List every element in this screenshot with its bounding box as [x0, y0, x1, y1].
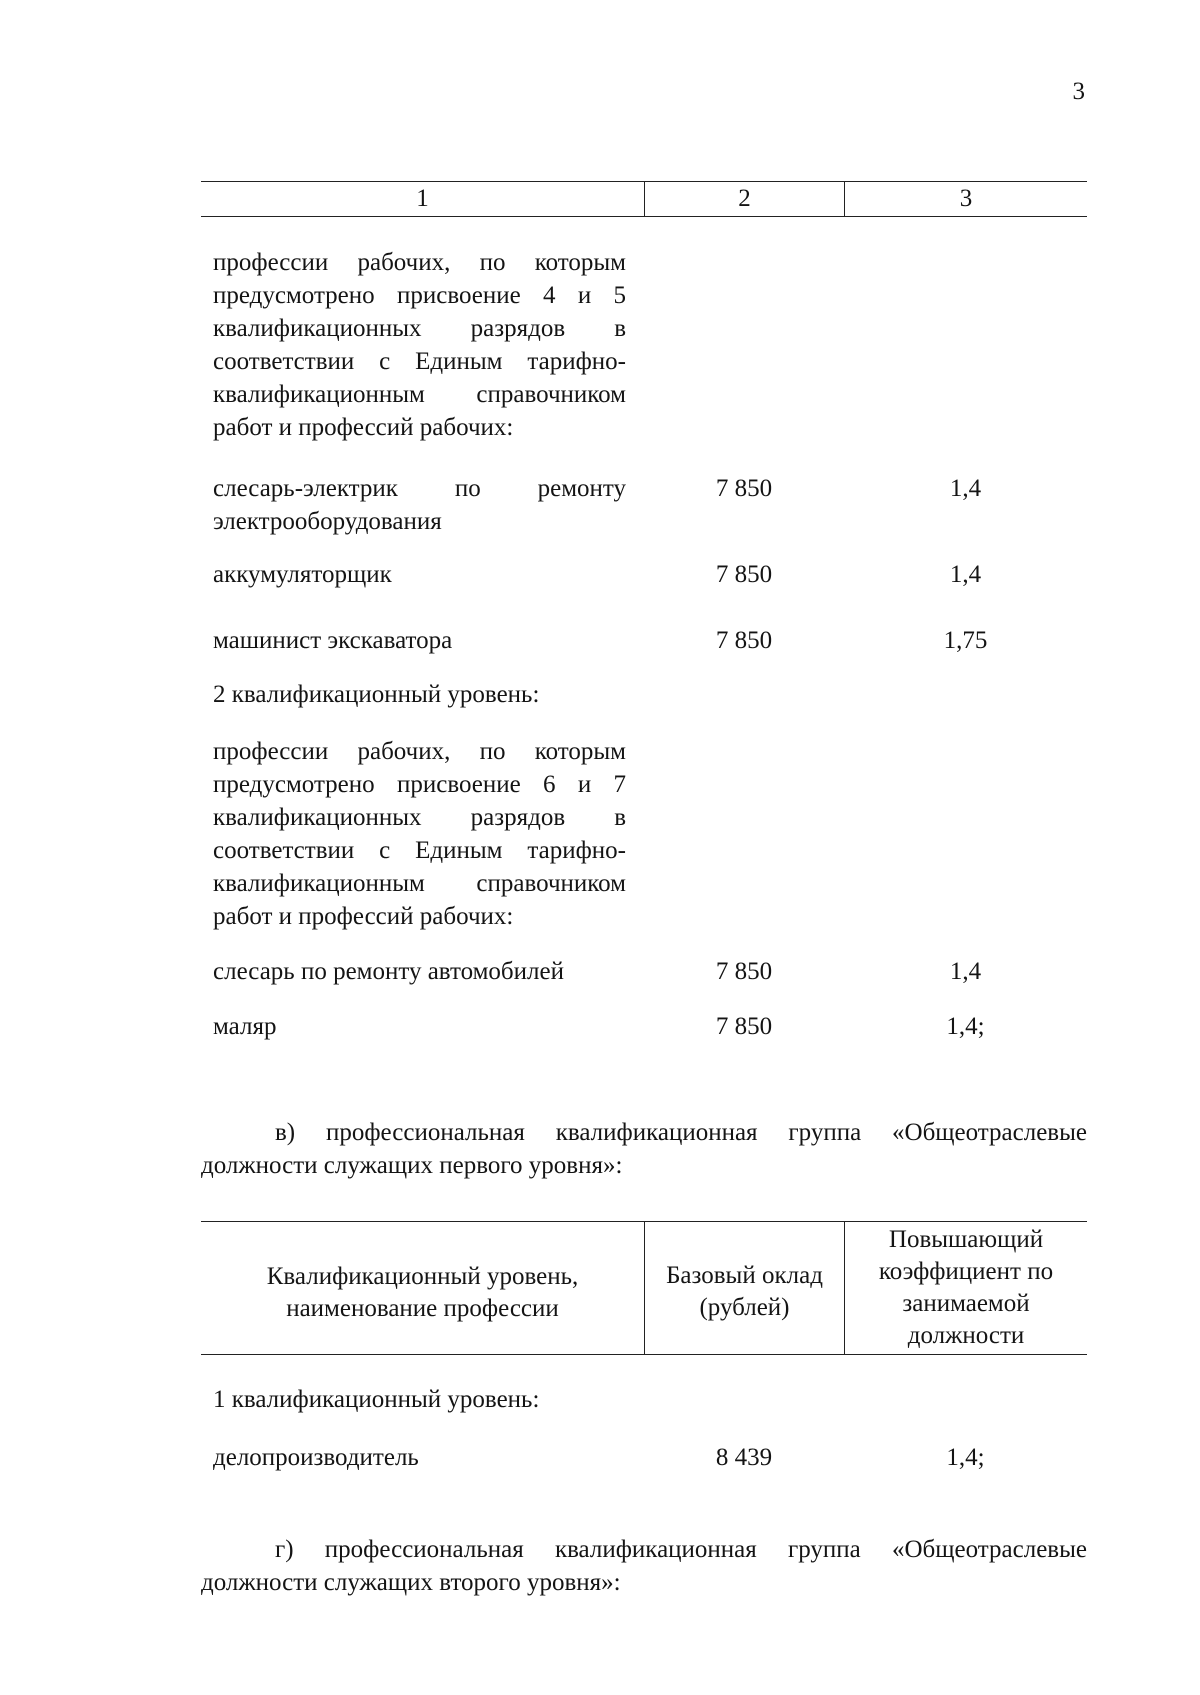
row-name: 2 квалификационный уровень: [213, 681, 540, 708]
row-coefficient: 1,4 [949, 561, 982, 588]
row-name: слесарь-электрик по ремонту электрооборудования [213, 475, 626, 535]
row-salary: 8 439 [715, 1444, 773, 1471]
row-name: слесарь по ремонту автомобилей [213, 958, 564, 985]
table-1-header [201, 181, 1087, 217]
section-v-paragraph: в) профессиональная квалификационная группа «Общеотраслевые должности служащих первого уровня»: [201, 1119, 1087, 1179]
column-header-2: 2 [644, 182, 844, 216]
table-row [201, 678, 1087, 711]
column-header-base-salary: Базовый оклад (рублей) [644, 1222, 844, 1354]
row-coefficient [844, 735, 1087, 933]
row-name: делопроизводитель [213, 1444, 419, 1471]
table-row [201, 1441, 1087, 1474]
row-coefficient: 1,75 [943, 627, 988, 654]
column-header-coefficient: Повышающий коэффициент по занимаемой должности [844, 1222, 1087, 1354]
table-row [201, 1383, 1087, 1416]
table-row [201, 735, 1087, 933]
table-2 [201, 1221, 1087, 1474]
row-salary: 7 850 [715, 958, 773, 985]
row-salary [644, 735, 844, 933]
row-name: профессии рабочих, по которым предусмотрено присвоение 6 и 7 квалификационных разрядов в соответствии с Единым тарифно-квалификационным справочником работ и профессий рабочих: [213, 738, 626, 930]
row-salary: 7 850 [715, 1013, 773, 1040]
row-coefficient: 1,4; [946, 1013, 985, 1040]
table-row [201, 1010, 1087, 1043]
table-2-header [201, 1221, 1087, 1355]
column-header-1: 1 [416, 185, 429, 212]
row-name: машинист экскаватора [213, 627, 453, 654]
row-name: маляр [213, 1013, 277, 1040]
row-salary [644, 246, 844, 444]
column-header-3: 3 [844, 182, 1087, 216]
row-salary: 7 850 [715, 475, 773, 502]
section-g-paragraph: г) профессиональная квалификационная группа «Общеотраслевые должности служащих второго уровня»: [201, 1536, 1087, 1596]
page-number: 3 [1072, 78, 1085, 105]
column-header-qualification-level: Квалификационный уровень, наименование профессии [266, 1263, 579, 1322]
table-row [201, 955, 1087, 988]
table-row [201, 558, 1087, 591]
row-salary: 7 850 [715, 627, 773, 654]
table-row [201, 246, 1087, 444]
table-row [201, 472, 1087, 538]
table-row [201, 624, 1087, 657]
table-1 [201, 181, 1087, 1043]
row-coefficient: 1,4 [949, 475, 982, 502]
row-coefficient [844, 246, 1087, 444]
row-coefficient: 1,4 [949, 958, 982, 985]
row-salary: 7 850 [715, 561, 773, 588]
row-name: аккумуляторщик [213, 561, 392, 588]
row-name: профессии рабочих, по которым предусмотрено присвоение 4 и 5 квалификационных разрядов в соответствии с Единым тарифно-квалификационным справочником работ и профессий рабочих: [213, 249, 626, 441]
row-name: 1 квалификационный уровень: [213, 1386, 540, 1413]
row-coefficient: 1,4; [946, 1444, 985, 1471]
